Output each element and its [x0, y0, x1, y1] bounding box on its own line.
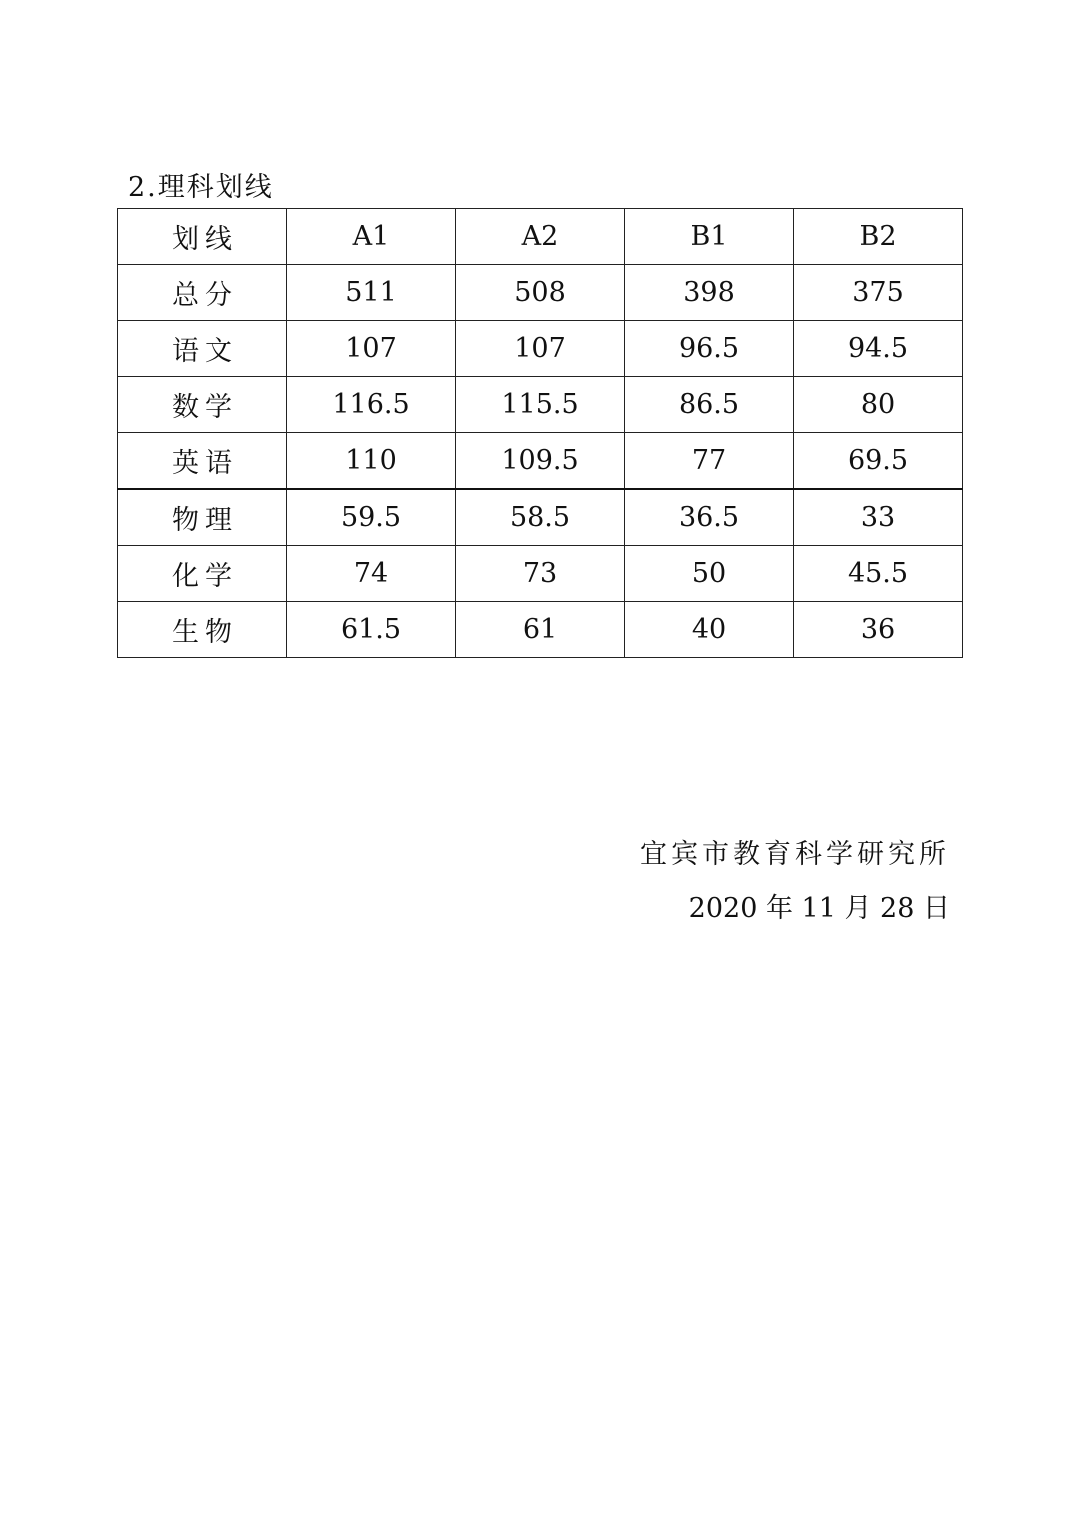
table-cell: 33 — [794, 489, 963, 546]
table-cell: 59.5 — [287, 489, 456, 546]
table-cell: 77 — [625, 433, 794, 490]
table-cell: 80 — [794, 377, 963, 433]
table-cell: 116.5 — [287, 377, 456, 433]
table-cell: 36.5 — [625, 489, 794, 546]
table-cell: 107 — [456, 321, 625, 377]
table-cell: 86.5 — [625, 377, 794, 433]
column-header-b2: B2 — [794, 209, 963, 265]
table-cell: 61.5 — [287, 602, 456, 658]
table-row — [118, 546, 963, 602]
table-row — [118, 377, 963, 433]
issue-date: 2020 年 11 月 28 日 — [688, 893, 950, 924]
score-line-table — [117, 208, 963, 658]
table-row — [118, 489, 963, 546]
table-row — [118, 433, 963, 490]
column-header-label: 划线 — [118, 209, 287, 265]
row-label: 数学 — [118, 377, 287, 433]
table-cell: 110 — [287, 433, 456, 490]
table-cell: 109.5 — [456, 433, 625, 490]
row-label: 化学 — [118, 546, 287, 602]
table-row — [118, 602, 963, 658]
table-cell: 508 — [456, 265, 625, 321]
table-header-row — [118, 209, 963, 265]
signature-block — [640, 828, 950, 936]
table-cell: 61 — [456, 602, 625, 658]
column-header-a2: A2 — [456, 209, 625, 265]
table-row — [118, 321, 963, 377]
table-cell: 74 — [287, 546, 456, 602]
table-cell: 58.5 — [456, 489, 625, 546]
table-cell: 50 — [625, 546, 794, 602]
table-cell: 96.5 — [625, 321, 794, 377]
table-row — [118, 265, 963, 321]
table-cell: 73 — [456, 546, 625, 602]
column-header-b1: B1 — [625, 209, 794, 265]
row-label: 物理 — [118, 489, 287, 546]
row-label: 生物 — [118, 602, 287, 658]
table-cell: 511 — [287, 265, 456, 321]
table-cell: 69.5 — [794, 433, 963, 490]
row-label: 英语 — [118, 433, 287, 490]
table-cell: 115.5 — [456, 377, 625, 433]
table-cell: 375 — [794, 265, 963, 321]
column-header-a1: A1 — [287, 209, 456, 265]
table-cell: 398 — [625, 265, 794, 321]
table-cell: 45.5 — [794, 546, 963, 602]
section-heading: 2.理科划线 — [128, 172, 274, 203]
table-cell: 36 — [794, 602, 963, 658]
table-cell: 94.5 — [794, 321, 963, 377]
row-label: 总分 — [118, 265, 287, 321]
issuing-organization: 宜宾市教育科学研究所 — [640, 839, 950, 870]
table-cell: 107 — [287, 321, 456, 377]
table-cell: 40 — [625, 602, 794, 658]
row-label: 语文 — [118, 321, 287, 377]
